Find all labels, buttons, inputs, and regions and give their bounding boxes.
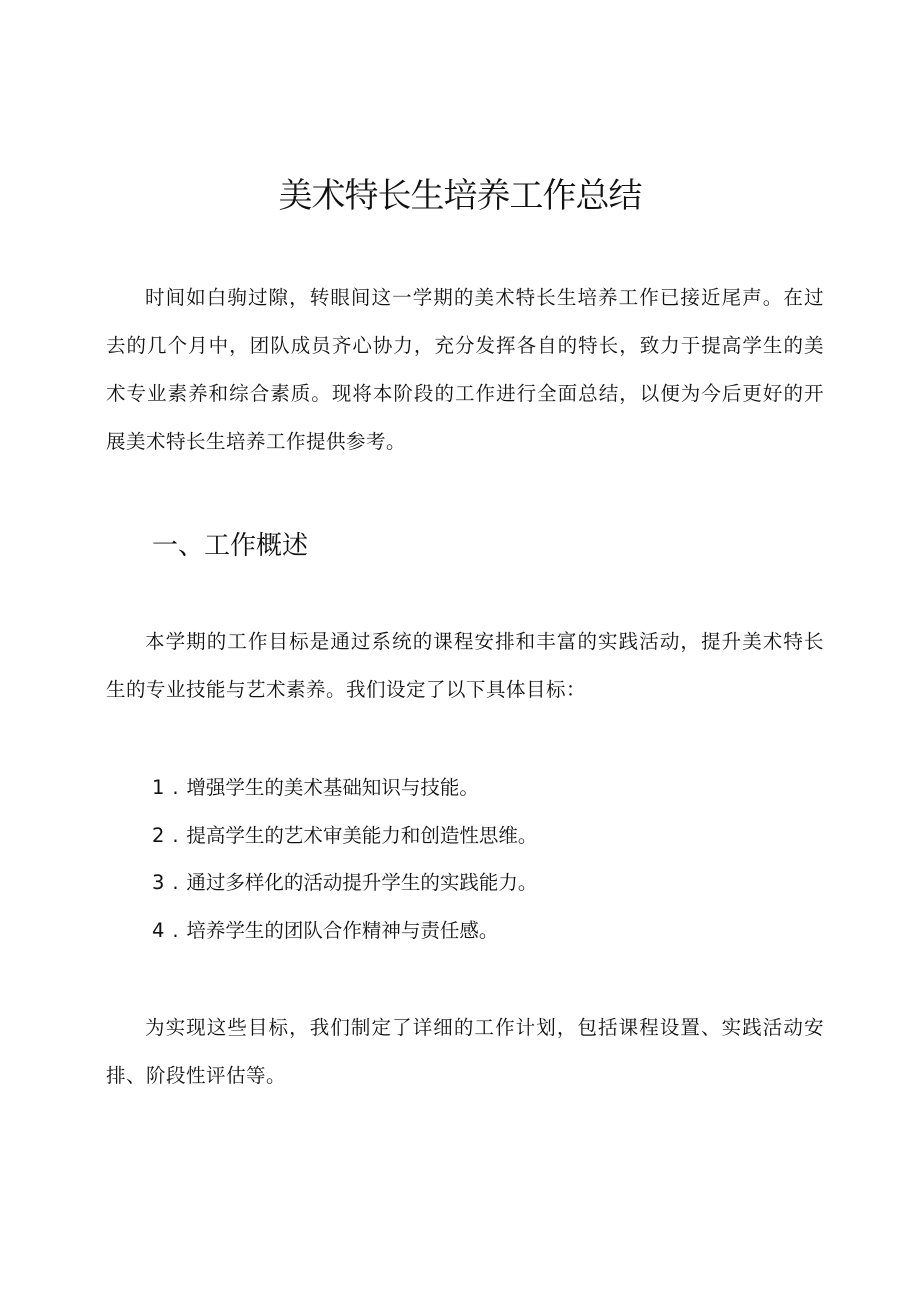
list-item-text: 通过多样化的活动提升学生的实践能力。 <box>186 871 538 894</box>
list-item-number: 3 <box>152 871 165 894</box>
list-item-separator: . <box>172 918 179 942</box>
list-item <box>152 812 812 860</box>
list-item <box>152 907 812 955</box>
list-item-text: 增强学生的美术基础知识与技能。 <box>186 776 479 799</box>
list-item-number: 4 <box>152 918 165 942</box>
section-heading-overview: 一、工作概述 <box>152 531 309 561</box>
document-title: 美术特长生培养工作总结 <box>278 176 642 216</box>
overview-paragraph: 本学期的工作目标是通过系统的课程安排和丰富的实践活动，提升美术特长生的专业技能与艺术素养。我们设定了以下具体目标： <box>106 630 824 701</box>
list-item-text: 提高学生的艺术审美能力和创造性思维。 <box>186 823 538 847</box>
plan-paragraph: 为实现这些目标，我们制定了详细的工作计划，包括课程设置、实践活动安排、阶段性评估等。 <box>106 1016 824 1087</box>
list-item-number: 2 <box>152 823 165 847</box>
list-item-separator: . <box>172 776 179 799</box>
list-item-text: 培养学生的团队合作精神与责任感。 <box>186 918 499 942</box>
goals-list <box>152 764 812 954</box>
list-item-separator: . <box>172 823 179 847</box>
list-item <box>152 859 812 907</box>
list-item-separator: . <box>172 871 179 894</box>
list-item-number: 1 <box>152 776 165 799</box>
list-item <box>152 764 812 812</box>
intro-paragraph: 时间如白驹过隙，转眼间这一学期的美术特长生培养工作已接近尾声。在过去的几个月中，团队成员齐心协力，充分发挥各自的特长，致力于提高学生的美术专业素养和综合素质。现将本阶段的工作进行全面总结，以便为今后更好的开展美术特长生培养工作提供参考。 <box>106 286 824 453</box>
